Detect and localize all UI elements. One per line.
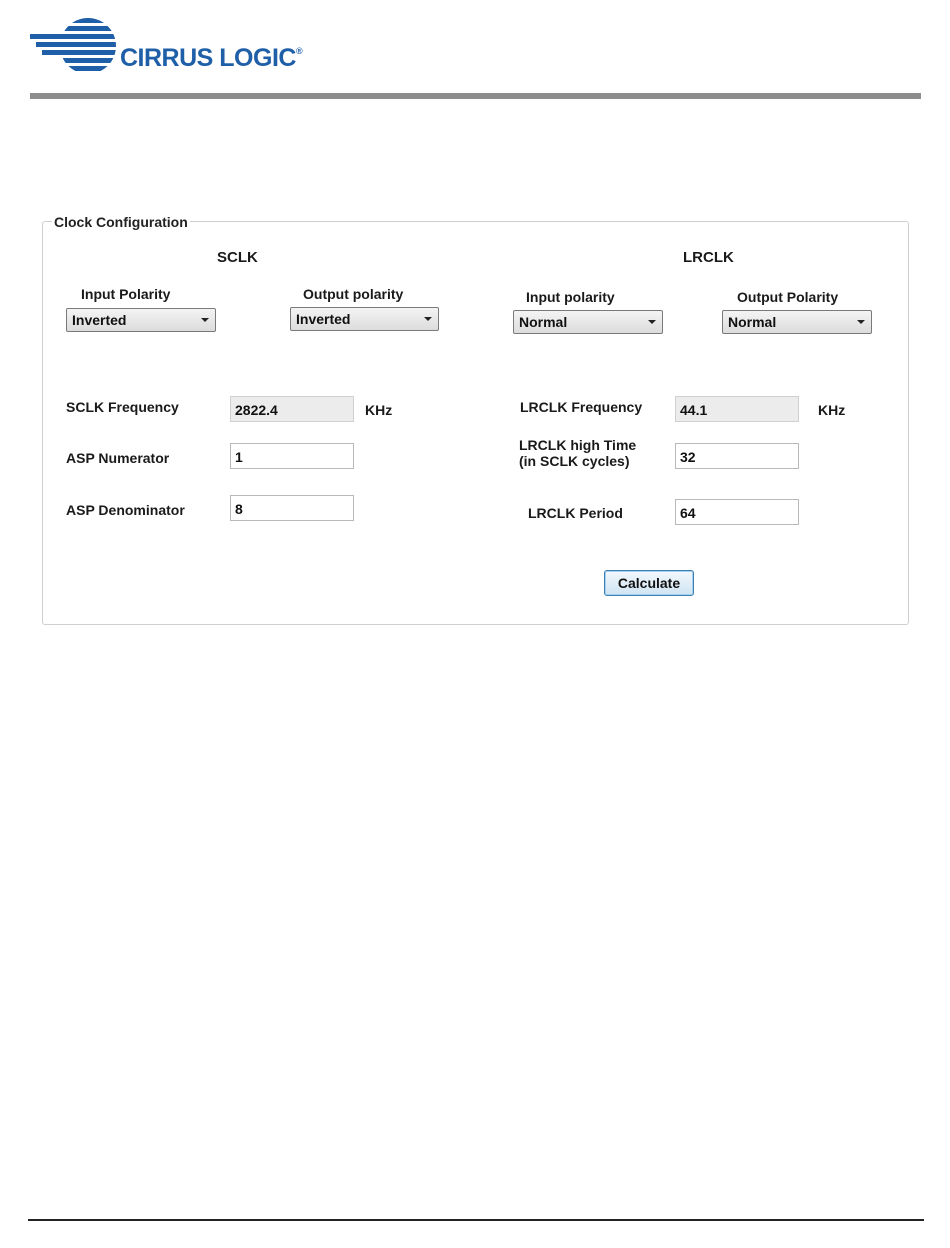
lrclk-period-label: LRCLK Period [528,505,623,521]
lrclk-high-time-field[interactable]: 32 [675,443,799,469]
lrclk-high-time-label [519,437,636,469]
sclk-output-polarity-label: Output polarity [303,286,404,302]
sclk-frequency-label: SCLK Frequency [66,399,179,415]
lrclk-output-polarity-select[interactable] [722,310,872,334]
lrclk-output-polarity-value: Normal [728,314,777,330]
lrclk-high-time-label-line2: (in SCLK cycles) [519,453,630,469]
asp-numerator-label: ASP Numerator [66,450,170,466]
lrclk-high-time-label-line1: LRCLK high Time [519,437,637,453]
sclk-input-polarity-label: Input Polarity [81,286,171,302]
sclk-output-polarity-select[interactable] [290,307,439,331]
logo-wordmark: CIRRUS LOGIC® [120,44,303,72]
asp-numerator-field[interactable]: 1 [230,443,354,469]
sclk-input-polarity-value: Inverted [72,312,127,328]
sclk-frequency-field[interactable]: 2822.4 [230,396,354,422]
lrclk-header: LRCLK [683,249,734,266]
lrclk-input-polarity-value: Normal [519,314,568,330]
group-title: Clock Configuration [54,214,188,230]
asp-denominator-field[interactable]: 8 [230,495,354,521]
calculate-button[interactable]: Calculate [604,570,694,596]
lrclk-input-polarity-label: Input polarity [526,289,615,305]
sclk-header: SCLK [217,249,258,266]
lrclk-frequency-unit: KHz [818,402,846,418]
lrclk-frequency-field[interactable]: 44.1 [675,396,799,422]
lrclk-frequency-label: LRCLK Frequency [520,399,643,415]
chevron-down-icon [857,320,865,324]
chevron-down-icon [648,320,656,324]
footer-divider [28,1219,924,1221]
asp-denominator-label: ASP Denominator [66,502,185,518]
sclk-output-polarity-value: Inverted [296,311,351,327]
lrclk-output-polarity-label: Output Polarity [737,289,839,305]
header-divider [30,93,921,99]
lrclk-period-field[interactable]: 64 [675,499,799,525]
chevron-down-icon [201,318,209,322]
sclk-frequency-unit: KHz [365,402,393,418]
chevron-down-icon [424,317,432,321]
sclk-input-polarity-select[interactable] [66,308,216,332]
clock-configuration-group [42,221,909,625]
lrclk-input-polarity-select[interactable] [513,310,663,334]
